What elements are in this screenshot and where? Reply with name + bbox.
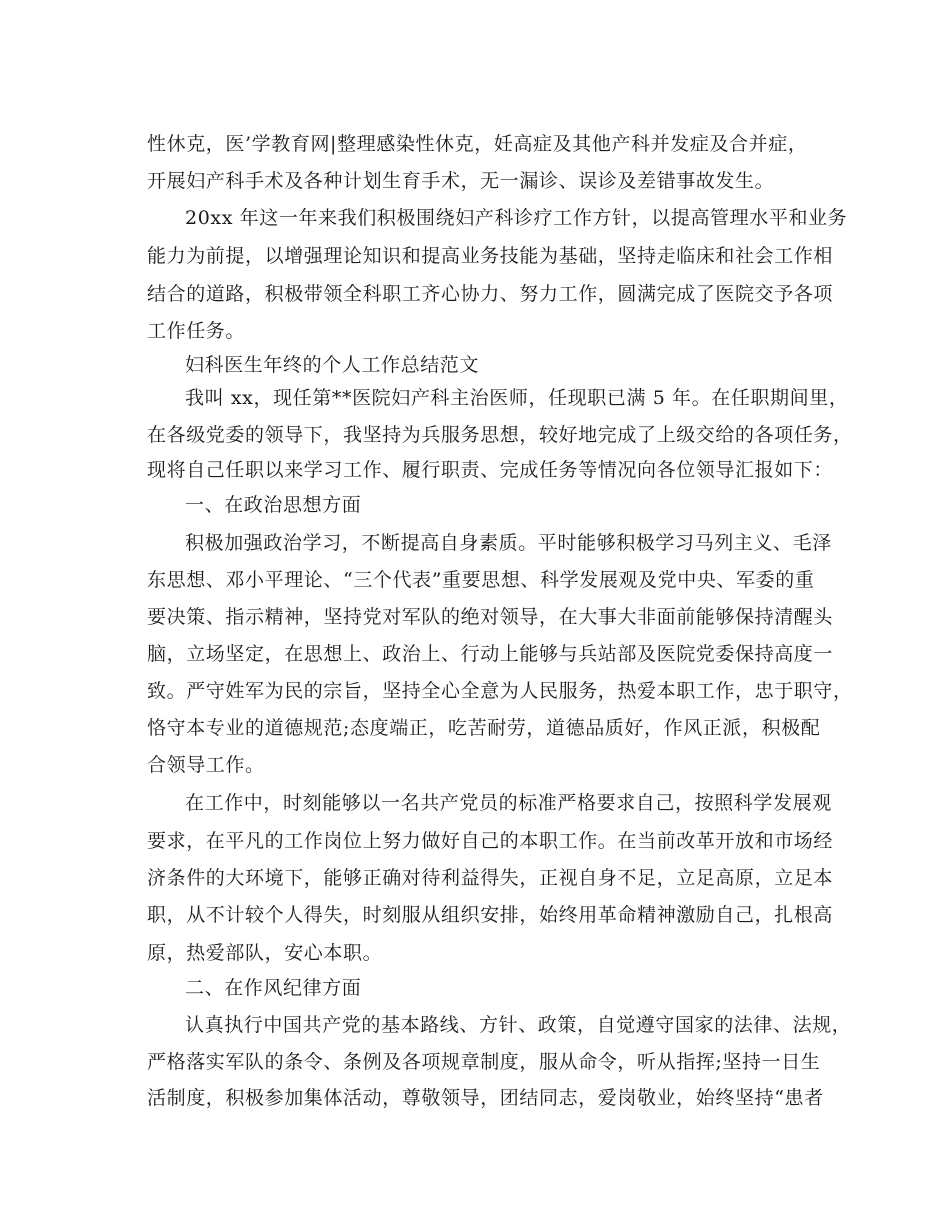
paragraph-first-line: 在工作中，时刻能够以一名共产党员的标准严格要求自己，按照科学发展观 [185,792,832,814]
paragraph-first-line: 积极加强政治学习，不断提高自身素质。平时能够积极学习马列主义、毛泽 [185,532,832,554]
paragraph-first-line: 20xx 年这一年来我们积极围绕妇产科诊疗工作方针，以提高管理水平和业务 [185,207,848,229]
paragraph-first-line: 我叫 xx，现任第**医院妇产科主治医师，任现职已满 5 年。在任职期间里， [185,387,849,409]
text-line: 合领导工作。 [147,754,265,776]
text-line: 要决策、指示精神，坚持党对军队的绝对领导，在大事大非面前能够保持清醒头 [147,606,834,628]
text-line: 原，热爱部队，安心本职。 [147,942,383,964]
text-line: 脑，立场坚定，在思想上、政治上、行动上能够与兵站部及医院党委保持高度一 [147,643,834,665]
text-line: 能力为前提，以增强理论知识和提高业务技能为基础，坚持走临床和社会工作相 [147,245,834,267]
text-line: 要求，在平凡的工作岗位上努力做好自己的本职工作。在当前改革开放和市场经 [147,830,834,852]
section-title: 妇科医生年终的个人工作总结范文 [185,354,480,376]
text-line: 性休克，医’学教育网|整理感染性休克，妊高症及其他产科并发症及合并症， [147,133,808,155]
text-line: 严格落实军队的条令、条例及各项规章制度，服从命令，听从指挥;坚持一日生 [147,1051,821,1073]
text-line: 东思想、邓小平理论、“三个代表”重要思想、科学发展观及党中央、军委的重 [147,569,815,591]
text-line: 工作任务。 [147,320,246,342]
text-line: 恪守本专业的道德规范;态度端正，吃苦耐劳，道德品质好，作风正派，积极配 [147,717,821,739]
paragraph-first-line: 认真执行中国共产党的基本路线、方针、政策，自觉遵守国家的法律、法规， [185,1014,852,1036]
text-line: 在各级党委的领导下，我坚持为兵服务思想，较好地完成了上级交给的各项任务， [147,424,853,446]
text-line: 现将自己任职以来学习工作、履行职责、完成任务等情况向各位领导汇报如下： [147,459,834,481]
text-line: 开展妇产科手术及各种计划生育手术，无一漏诊、误诊及差错事故发生。 [147,170,775,192]
text-line: 职，从不计较个人得失，时刻服从组织安排，始终用革命精神激励自己，扎根高 [147,904,834,926]
section-heading: 二、在作风纪律方面 [185,977,362,999]
text-line: 济条件的大环境下，能够正确对待利益得失，正视自身不足，立足高原，立足本 [147,867,834,889]
text-line: 活制度，积极参加集体活动，尊敬领导，团结同志，爱岗敬业，始终坚持“患者 [147,1087,824,1109]
text-line: 结合的道路，积极带领全科职工齐心协力、努力工作，圆满完成了医院交予各项 [147,283,834,305]
section-heading: 一、在政治思想方面 [185,494,362,516]
text-line: 致。严守姓军为民的宗旨，坚持全心全意为人民服务，热爱本职工作，忠于职守， [147,680,853,702]
